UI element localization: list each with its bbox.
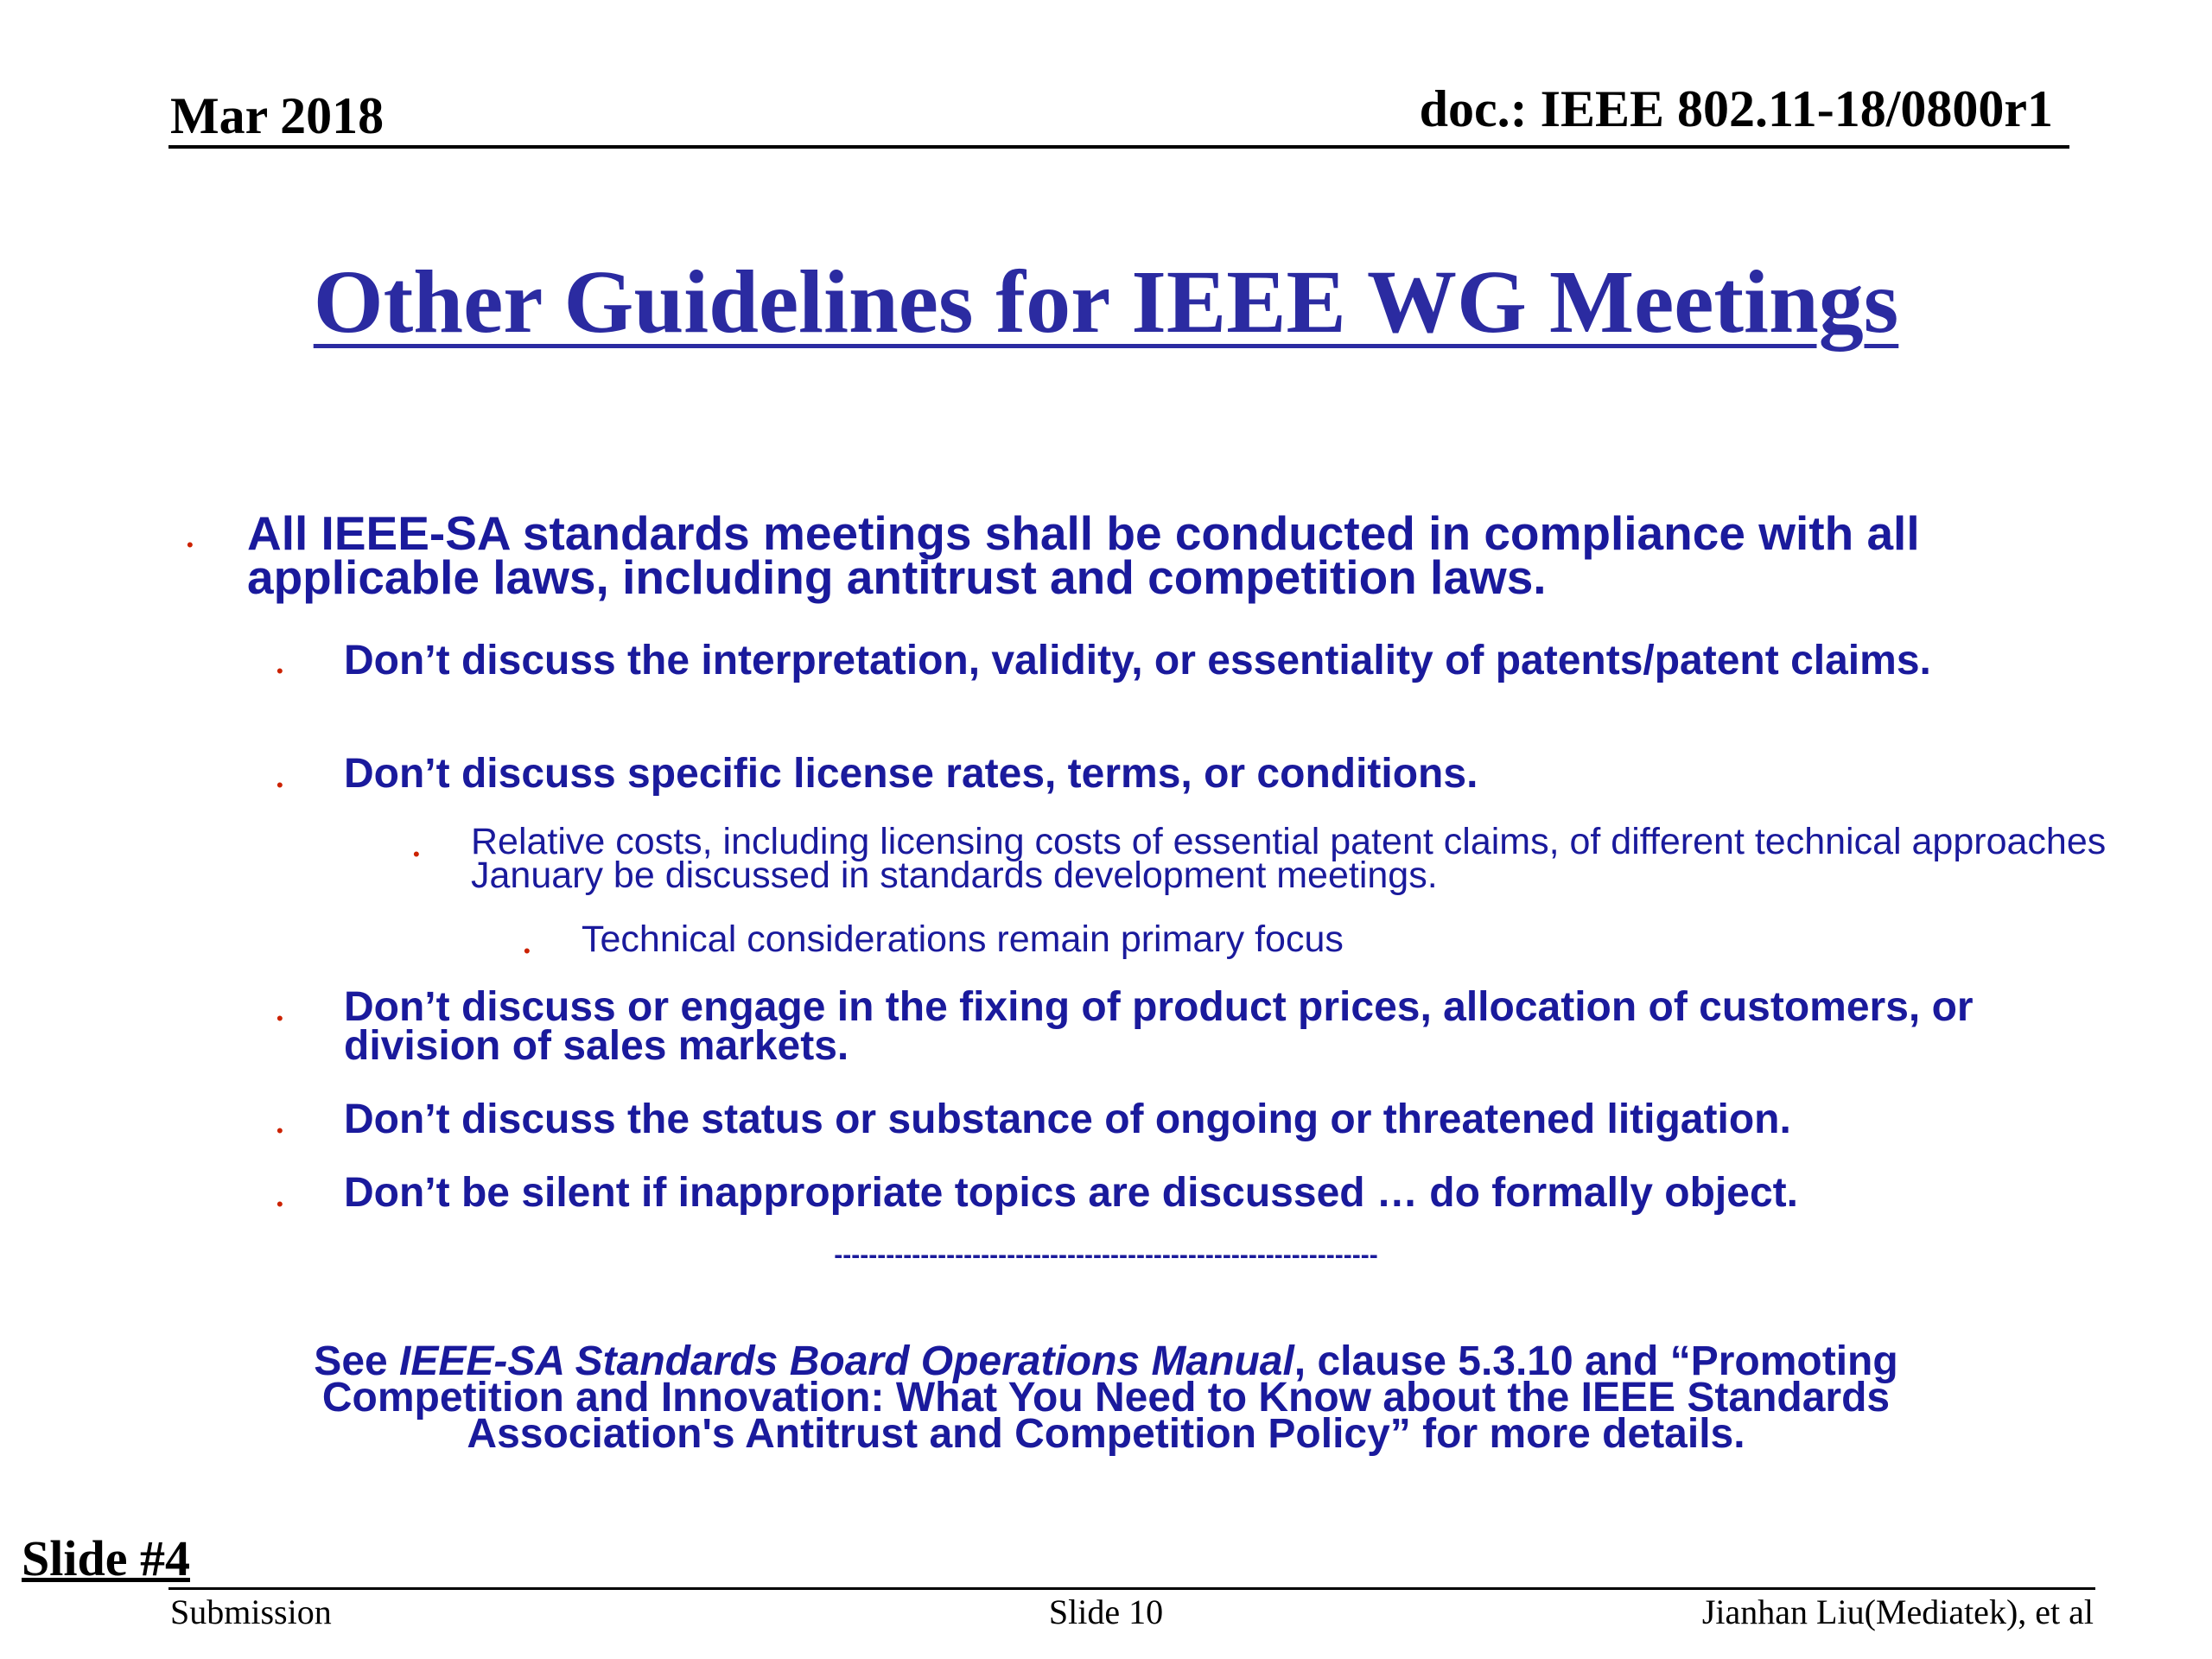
reference-suffix: , clause 5.3.10 and “Promoting Competition and Innovation: What You Need to Know about the IEEE Standards Association's Antitrust and Competition Policy” for more details.: [321, 1338, 1898, 1457]
bullet-dot: •: [276, 774, 283, 796]
reference-manual-title: IEEE-SA Standards Board Operations Manual: [399, 1338, 1294, 1384]
bullet-relative-costs: Relative costs, including licensing costs of essential patent claims, of different technical approaches January be discussed in standards development meetings.: [471, 821, 2107, 896]
bullet-dot: •: [276, 660, 283, 682]
bullet-dot: •: [524, 940, 531, 962]
slide-number-label: Slide #4: [22, 1530, 190, 1586]
footer-submission: Submission: [170, 1592, 332, 1631]
bullet-patents: Don’t discuss the interpretation, validity, or essentiality of patents/patent claims.: [344, 638, 1931, 683]
bullet-dot: •: [276, 1193, 283, 1215]
bullet-dot: •: [276, 1007, 283, 1029]
reference-prefix: See: [314, 1338, 400, 1384]
header-date: Mar 2018: [170, 87, 385, 144]
slide-title: Other Guidelines for IEEE WG Meetings: [313, 252, 1899, 352]
bullet-dot: •: [187, 534, 194, 556]
footer-slide-number: Slide 10: [1048, 1592, 1164, 1631]
bullet-litigation: Don’t discuss the status or substance of ongoing or threatened litigation.: [344, 1096, 1791, 1142]
reference-note: [242, 1338, 1970, 1457]
bullet-dot: •: [276, 1120, 283, 1141]
bullet-object: Don’t be silent if inappropriate topics are discussed … do formally object.: [344, 1170, 1798, 1216]
footer-divider: [168, 1587, 2095, 1590]
separator-line: ---------------------------------------------------------------: [834, 1241, 1378, 1269]
header-doc-id: doc.: IEEE 802.11-18/0800r1: [1419, 80, 2053, 137]
bullet-prices: Don’t discuss or engage in the fixing of product prices, allocation of customers, or division of sales markets.: [344, 984, 1974, 1069]
bullet-license-rates: Don’t discuss specific license rates, terms, or conditions.: [344, 751, 1478, 797]
bullet-dot: •: [413, 843, 420, 865]
header-divider: [168, 145, 2069, 149]
bullet-main: All IEEE-SA standards meetings shall be conducted in compliance with all applicable laws, including antitrust and competition laws.: [247, 506, 1920, 604]
footer-author: Jianhan Liu(Mediatek), et al: [1701, 1592, 2094, 1631]
bullet-technical-considerations: Technical considerations remain primary focus: [582, 918, 1344, 960]
